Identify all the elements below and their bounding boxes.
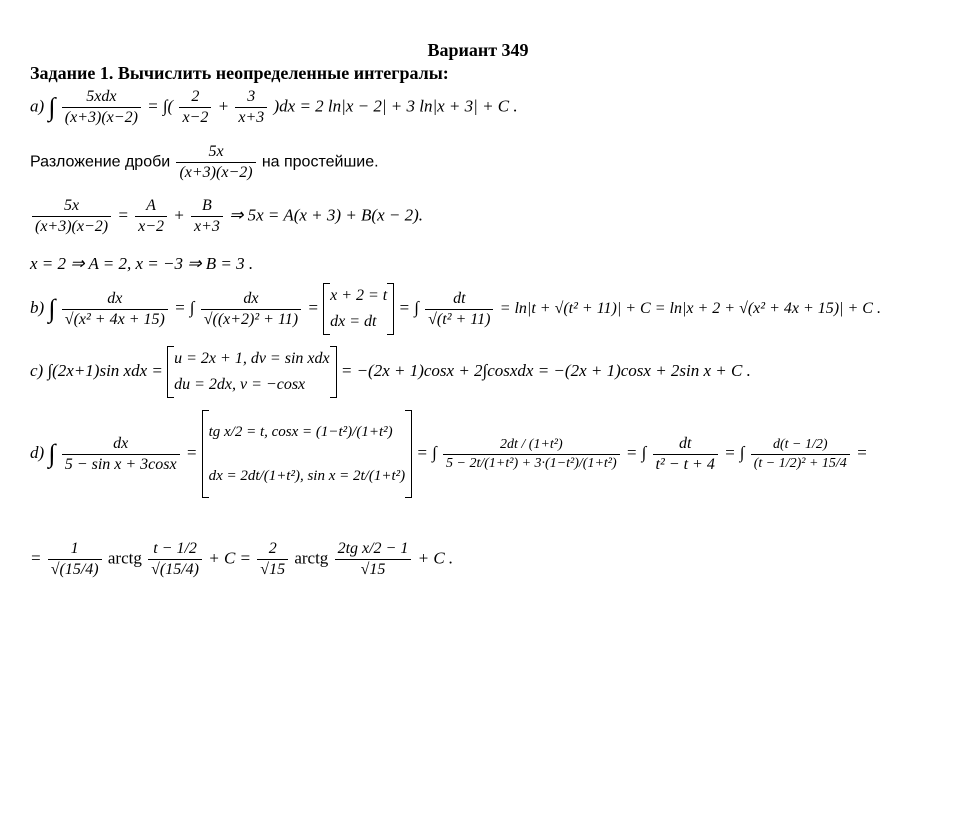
label-a: a): [30, 96, 45, 116]
integral-sign: ∫: [48, 439, 56, 468]
fraction: $\frac{dx}{\text{√(x² + 4x + 15)}}$: [62, 290, 168, 329]
plus-c: + C .: [417, 548, 454, 568]
result-c: = −(2x + 1)cosx + 2∫cosxdx = −(2x + 1)cosx + 2sin x + C .: [340, 360, 751, 380]
label-b: b): [30, 297, 45, 317]
equals: =: [185, 442, 198, 462]
equals: = ∫(: [147, 96, 174, 116]
fraction: $\frac{1}{√(15/4)}$: [48, 540, 102, 579]
equals: =: [307, 297, 319, 317]
decomposition-line: [30, 143, 379, 182]
partial-rest: ⇒ 5x = A(x + 3) + B(x − 2).: [229, 205, 424, 225]
fraction: $\frac{5x}{(x+3)(x-2)}$: [176, 143, 255, 182]
arctg: arctg: [107, 548, 142, 568]
formula-d: [30, 410, 868, 498]
label-d: d): [30, 442, 45, 462]
fraction: $\frac{t - 1/2}{√(15/4)}$: [148, 540, 202, 579]
fraction: $\frac{\text{5xdx}}{(x+3)(x-2)}$: [62, 88, 141, 127]
fraction: $\frac{dx}{\text{√((x+2)² + 11)}}$: [201, 290, 301, 329]
fraction: $\frac{dx}{\text{5 − sin x + 3cosx}}$: [62, 435, 180, 474]
decomp-text: Разложение дроби: [30, 153, 171, 171]
plus: +: [217, 96, 230, 116]
equals: = ∫: [398, 297, 419, 317]
plus-c: + C =: [208, 548, 252, 568]
formula-b: [30, 283, 881, 335]
partial-fractions: [30, 197, 423, 236]
equals: =: [856, 442, 868, 462]
fraction: $\frac{d(t - 1/2)}{\text{(t − 1/2)² + 15/4}}$: [751, 437, 850, 472]
equals: = ∫: [416, 442, 437, 462]
arctg: arctg: [294, 548, 329, 568]
formula-a: [30, 88, 518, 127]
fraction: $\frac{B}{x+3}$: [191, 197, 223, 236]
equals: = ∫: [724, 442, 745, 462]
integral-c: ∫(2x+1)sin xdx =: [47, 360, 163, 380]
task-heading: Задание 1. Вычислить неопределенные интегралы:: [30, 63, 449, 83]
fraction: $\frac{\text{2dt / (1+t²)}}{\text{5 − 2t/(1+t²) + 3·(1−t²)/(1+t²)}}$: [443, 437, 620, 472]
fraction: $\frac{2}{√15}$: [257, 540, 288, 579]
fraction: $\frac{2}{x-2}$: [179, 88, 211, 127]
fraction: $\frac{5x}{(x+3)(x-2)}$: [32, 197, 111, 236]
equals: =: [30, 548, 42, 568]
fraction: $\frac{A}{x-2}$: [135, 197, 167, 236]
equals: = ∫: [174, 297, 195, 317]
substitution-system: tg x/2 = t, cosx = (1−t²)/(1+t²) dx = 2dt/(1+t²), sin x = 2t/(1+t²): [202, 410, 413, 498]
result-a: )dx = 2 ln|x − 2| + 3 ln|x + 3| + C .: [273, 96, 518, 116]
formula-final: [30, 540, 453, 579]
result-b: = ln|t + √(t² + 11)| + C = ln|x + 2 + √(x² + 4x + 15)| + C .: [499, 299, 881, 317]
page-title: Вариант 349: [427, 40, 529, 60]
fraction: $\frac{3}{x+3}$: [235, 88, 267, 127]
fraction: $\frac{dt}{\text{√(t² + 11)}}$: [425, 290, 493, 329]
equals: =: [117, 205, 129, 225]
formula-c: [30, 346, 751, 398]
equals: = ∫: [625, 442, 647, 462]
integral-sign: ∫: [48, 294, 56, 323]
label-c: c): [30, 360, 44, 380]
substitution-system: x + 2 = t dx = dt: [323, 283, 394, 335]
fraction: $\frac{dt}{\text{t² − t + 4}}$: [653, 435, 718, 474]
plus: +: [173, 205, 185, 225]
decomp-text-end: на простейшие.: [261, 153, 379, 171]
substitution-system: u = 2x + 1, dv = sin xdx du = 2dx, v = −cosx: [167, 346, 336, 398]
integral-sign: ∫: [48, 92, 56, 122]
coefficients: x = 2 ⇒ A = 2, x = −3 ⇒ B = 3 .: [30, 254, 254, 273]
fraction: $\frac{\text{2tg x/2 − 1}}{√15}$: [335, 540, 412, 579]
